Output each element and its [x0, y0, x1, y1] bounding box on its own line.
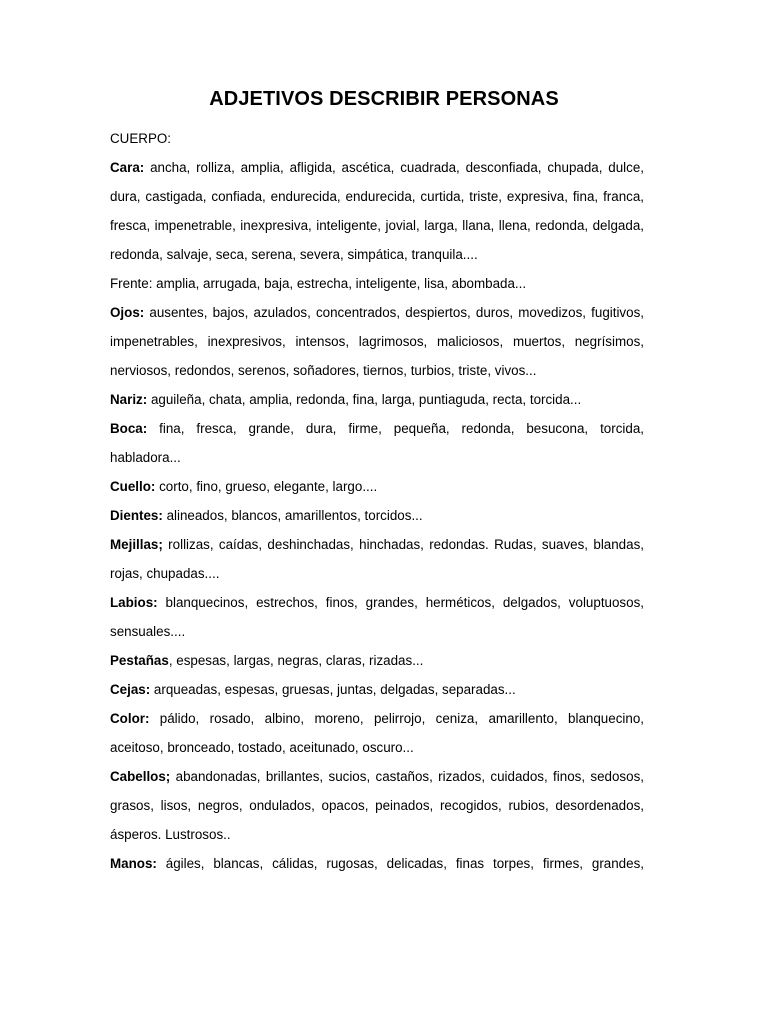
section-heading: CUERPO:	[110, 131, 172, 146]
entry-label: Cejas:	[110, 682, 151, 697]
entry-label: Labios:	[110, 595, 158, 610]
entry-text: rollizas, caídas, deshinchadas, hinchadas, redondas. Rudas, suaves, blandas, rojas, chupadas....	[110, 537, 644, 581]
entry-text: , espesas, largas, negras, claras, rizadas...	[168, 653, 424, 668]
entry-dientes	[110, 501, 644, 530]
entry-text: alineados, blancos, amarillentos, torcidos...	[162, 508, 423, 523]
entry-label: Pestañas	[110, 653, 169, 668]
entry-cejas	[110, 675, 644, 704]
entry-label: Cabellos;	[110, 769, 171, 784]
entry-pestanas	[110, 646, 644, 675]
entry-text: aguileña, chata, amplia, redonda, fina, larga, puntiaguda, recta, torcida...	[147, 392, 582, 407]
entry-frente	[110, 269, 644, 298]
entry-boca	[110, 414, 644, 472]
entry-color	[110, 704, 644, 762]
entry-label: Frente:	[110, 276, 153, 291]
entry-text: arqueadas, espesas, gruesas, juntas, delgadas, separadas...	[150, 682, 516, 697]
entry-text: amplia, arrugada, baja, estrecha, inteligente, lisa, abombada...	[152, 276, 527, 291]
entry-nariz	[110, 385, 644, 414]
entry-ojos	[110, 298, 644, 385]
page-title: ADJETIVOS DESCRIBIR PERSONAS	[209, 88, 559, 110]
entry-label: Ojos:	[110, 305, 145, 320]
entry-text: ágiles, blancas, cálidas, rugosas, delicadas, finas torpes, firmes, grandes,	[156, 856, 644, 871]
entry-text: blanquecinos, estrechos, finos, grandes, herméticos, delgados, voluptuosos, sensuales....	[110, 595, 644, 639]
entry-label: Color:	[110, 711, 150, 726]
entry-label: Dientes:	[110, 508, 163, 523]
entry-mejillas	[110, 530, 644, 588]
entry-text: pálido, rosado, albino, moreno, pelirrojo, ceniza, amarillento, blanquecino, aceitoso, bronceado, tostado, aceitunado, oscuro...	[110, 711, 644, 755]
entry-label: Nariz:	[110, 392, 148, 407]
entry-text: ancha, rolliza, amplia, afligida, ascética, cuadrada, desconfiada, chupada, dulce, dura, castigada, confiada, endurecida, endurecida, curtida, triste, expresiva, fina, franca, fresca, impenetrable, inexpresiva, inteligente, jovial, larga, llana, llena, redonda, delgada, redonda, salvaje, seca, serena, severa, simpática, tranquila....	[110, 160, 644, 262]
entry-text: abandonadas, brillantes, sucios, castaños, rizados, cuidados, finos, sedosos, grasos, lisos, negros, ondulados, opacos, peinados, recogidos, rubios, desordenados, ásperos. Lustrosos..	[110, 769, 644, 842]
entry-text: fina, fresca, grande, dura, firme, pequeña, redonda, besucona, torcida, habladora...	[110, 421, 644, 465]
entry-cuello	[110, 472, 644, 501]
entry-labios	[110, 588, 644, 646]
entry-label: Manos:	[110, 856, 157, 871]
entry-label: Boca:	[110, 421, 148, 436]
entry-manos	[110, 849, 644, 878]
entry-text: corto, fino, grueso, elegante, largo....	[155, 479, 378, 494]
document-body	[110, 124, 644, 878]
entry-label: Cara:	[110, 160, 145, 175]
entry-cara	[110, 153, 644, 269]
entry-label: Cuello:	[110, 479, 156, 494]
entry-text: ausentes, bajos, azulados, concentrados, despiertos, duros, movedizos, fugitivos, impenetrables, inexpresivos, intensos, lagrimosos, maliciosos, muertos, negrísimos, nerviosos, redondos, serenos, soñadores, tiernos, turbios, triste, vivos...	[110, 305, 644, 378]
entry-label: Mejillas;	[110, 537, 163, 552]
entry-cabellos	[110, 762, 644, 849]
